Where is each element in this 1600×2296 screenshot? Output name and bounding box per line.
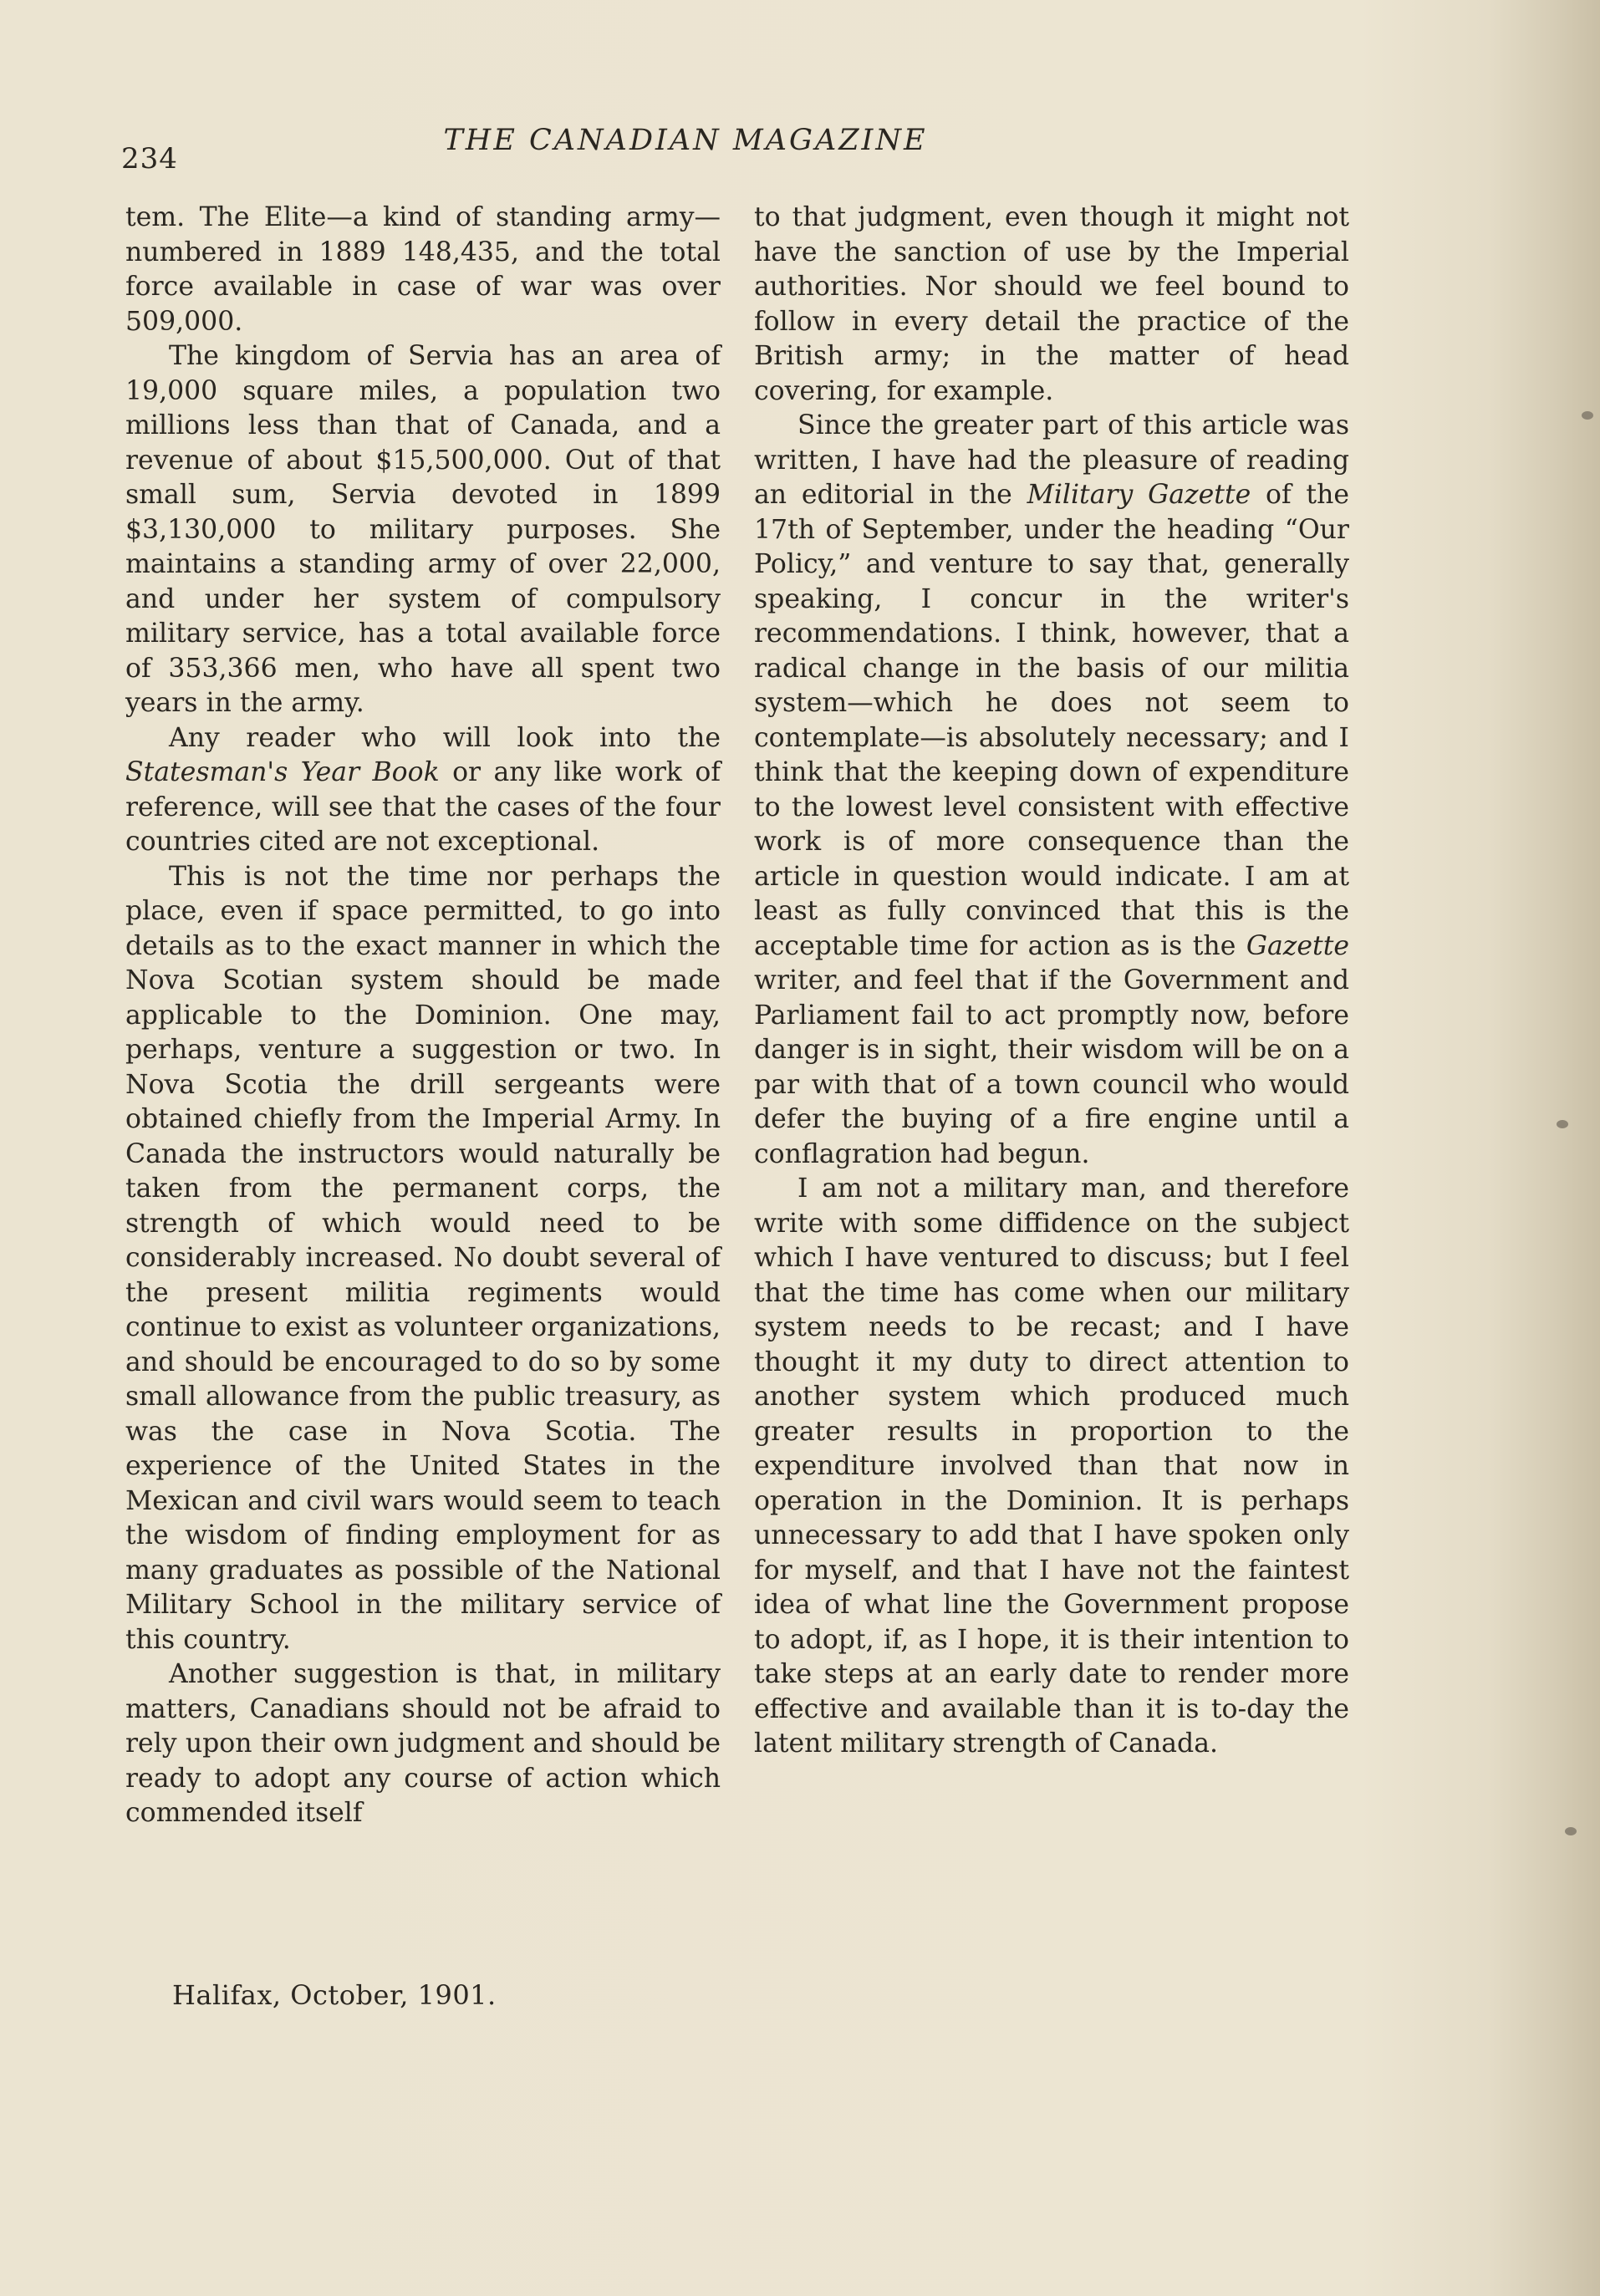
text-run: Any reader who will look into the — [169, 722, 721, 753]
paragraph: Another suggestion is that, in military matters, Canadians should not be afraid to rely upon their own judgment and should be ready to adopt any course of action which commended itself — [125, 1659, 721, 1828]
text-run: or any like work of reference, will see that the cases of the four countries cited are not exceptional. — [125, 757, 721, 857]
running-title: THE CANADIAN MAGAZINE — [443, 124, 928, 157]
paragraph: I am not a military man, and therefore write with some diffidence on the subject which I have ventured to discuss; but I feel that the time has come when our military system needs to be recast; and I have thought it my duty to direct attention to another system which produced much greater results in proportion to the expenditure involved than that now in operation in the Dominion. It is perhaps unnecessary to add that I have spoken only for myself, and that I have not the faintest idea of what line the Government propose to adopt, if, as I hope, it is their intention to take steps at an early date to render more effective and available than it is to-day the latent military strength of Canada. — [754, 1173, 1349, 1759]
left-column — [125, 201, 721, 1831]
page-edge-mark — [1582, 411, 1593, 420]
page-edge-mark — [1557, 1120, 1568, 1128]
paragraph: This is not the time nor perhaps the place, even if space permitted, to go into details as to the exact manner in which the Nova Scotian system should be made applicable to the Dominion. One may, perhaps, venture a suggestion or two. In Nova Scotia the drill sergeants were obtained chiefly from the Imperial Army. In Canada the instructors would naturally be taken from the permanent corps, the strength of which would need to be considerably increased. No doubt several of the present militia regiments would continue to exist as volunteer organizations, and should be encouraged to do so by some small allowance from the public treasury, as was the case in Nova Scotia. The experience of the United States in the Mexican and civil wars would seem to teach the wisdom of finding employment for as many graduates as possible of the National Military School in the military service of this country. — [125, 861, 721, 1655]
paragraph: The kingdom of Servia has an area of 19,000 square miles, a population two millions less than that of Canada, and a revenue of about $15,500,000. Out of that small sum, Servia devoted in 1899 $3,130,000 to military purposes. She maintains a standing army of over 22,000, and under her system of compulsory military service, has a total available force of 353,366 men, who have all spent two years in the army. — [125, 341, 721, 718]
paragraph — [754, 409, 1349, 1172]
page-edge-mark — [1565, 1827, 1577, 1835]
page-number: 234 — [121, 142, 178, 176]
italic-title: Military Gazette — [1027, 480, 1251, 510]
text-run: of the 17th of September, under the heading “Our Policy,” and venture to say that, generally speaking, I concur in the writer's recommendations. I think, however, that a radical change in the basis of our militia system—which he does not seem to contemplate—is absolutely necessary; and I think that the keeping down of expenditure to the lowest level consistent with effective work is of more consequence than the article in question would indicate. I am at least as fully convinced that this is the acceptable time for action as is the — [754, 480, 1350, 961]
paragraph — [125, 721, 721, 860]
italic-title: Statesman's Year Book — [125, 757, 440, 787]
text-run: writer, and feel that if the Government and Parliament fail to act promptly now, before danger is in sight, their wisdom will be on a par with that of a town council who would defer the buying of a fire engine until a conflagration had begun. — [754, 965, 1349, 1169]
right-column — [754, 201, 1349, 1762]
signoff: Halifax, October, 1901. — [172, 1979, 497, 2011]
paragraph: tem. The Elite—a kind of standing army—numbered in 1889 148,435, and the total force available in case of war was over 509,000. — [125, 202, 721, 337]
paragraph: to that judgment, even though it might not have the sanction of use by the Imperial authorities. Nor should we feel bound to follow in every detail the practice of the British army; in the matter of head covering, for example. — [754, 202, 1349, 406]
italic-title: Gazette — [1246, 930, 1349, 961]
text-run: Since the greater part of this article was written, I have had the pleasure of reading an editorial in the — [754, 410, 1349, 510]
